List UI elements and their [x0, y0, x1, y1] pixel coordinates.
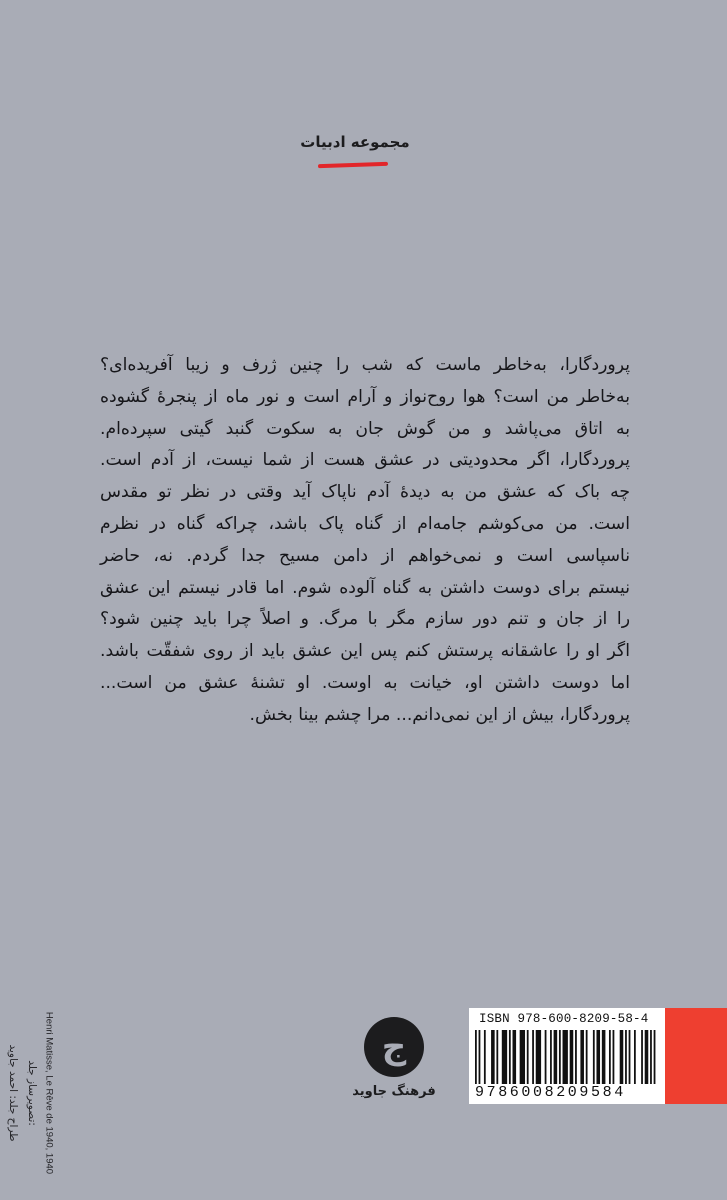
blurb-line: نیستم برای دوست داشتن به گناه آلوده شوم. اما قادر نیستم این عشق	[100, 577, 630, 598]
blurb-line: را از جان و تنم دور سازم مگر با مرگ. و اصلاً چرا باید چنین شود؟	[100, 609, 630, 630]
blurb-line: است. من می‌کوشم جامه‌ام از گناه پاک باشد، چراکه گناه در نظرم	[100, 513, 630, 534]
series-title: مجموعه ادبیات	[300, 133, 410, 151]
isbn-label: ISBN 978-600-8209-58-4	[479, 1012, 649, 1026]
barcode-icon	[475, 1030, 659, 1084]
blurb-line: ناسپاسی است و نمی‌خواهم از دامن مسیح جدا گردم. نه، حاضر	[100, 545, 630, 566]
publisher-name: فرهنگ جاوید	[352, 1084, 436, 1099]
blurb-line: اما دوست داشتن او، خیانت به اوست. او تشنهٔ عشق من است...	[100, 672, 630, 693]
publisher-logo-letter: ج	[381, 1027, 407, 1067]
blurb-line: چه باک که عشق من به دیدهٔ آدم ناپاک آید وقتی در نظر تو مقدس	[100, 482, 630, 503]
painting-credit-text: Henri Matisse, Le Rêve de 1940, 1940	[43, 1011, 55, 1175]
cover-designer-text: طراح جلد: احمد جاوید	[7, 1044, 19, 1142]
barcode-panel	[469, 1008, 665, 1104]
back-cover-blurb	[100, 350, 630, 732]
blurb-line: به اتاق می‌پاشد و من گوش جان به سکوت گنبد گیتی سپرده‌ام.	[100, 418, 630, 439]
illustration-label: تصویرساز جلد:	[26, 1060, 38, 1126]
illustration-credit	[25, 993, 39, 1193]
blurb-line: به‌خاطر من است؟ هوا روح‌نواز و آرام است و نور ماه از پنجرهٔ گشوده	[100, 386, 630, 407]
blurb-line: پروردگارا، اگر محدودیتی در عشق هست از شما نیست، از آدم است.	[100, 450, 630, 471]
blurb-line: پروردگارا، به‌خاطر ماست که شب را چنین ژرف و زیبا آفریده‌ای؟	[100, 355, 630, 375]
publisher-logo-icon	[362, 1015, 426, 1079]
red-color-band	[665, 1008, 727, 1104]
cover-designer-credit	[6, 993, 20, 1193]
painting-credit	[42, 993, 56, 1193]
barcode-number: 9786008209584	[475, 1084, 626, 1101]
blurb-line: پروردگارا، بیش از این نمی‌دانم... مرا چشم بینا بخش.	[249, 704, 630, 725]
blurb-line: اگر او را عاشقانه پرستش کنم پس این عشق باید از روی شفقّت باشد.	[100, 641, 630, 662]
series-underline	[318, 162, 388, 168]
